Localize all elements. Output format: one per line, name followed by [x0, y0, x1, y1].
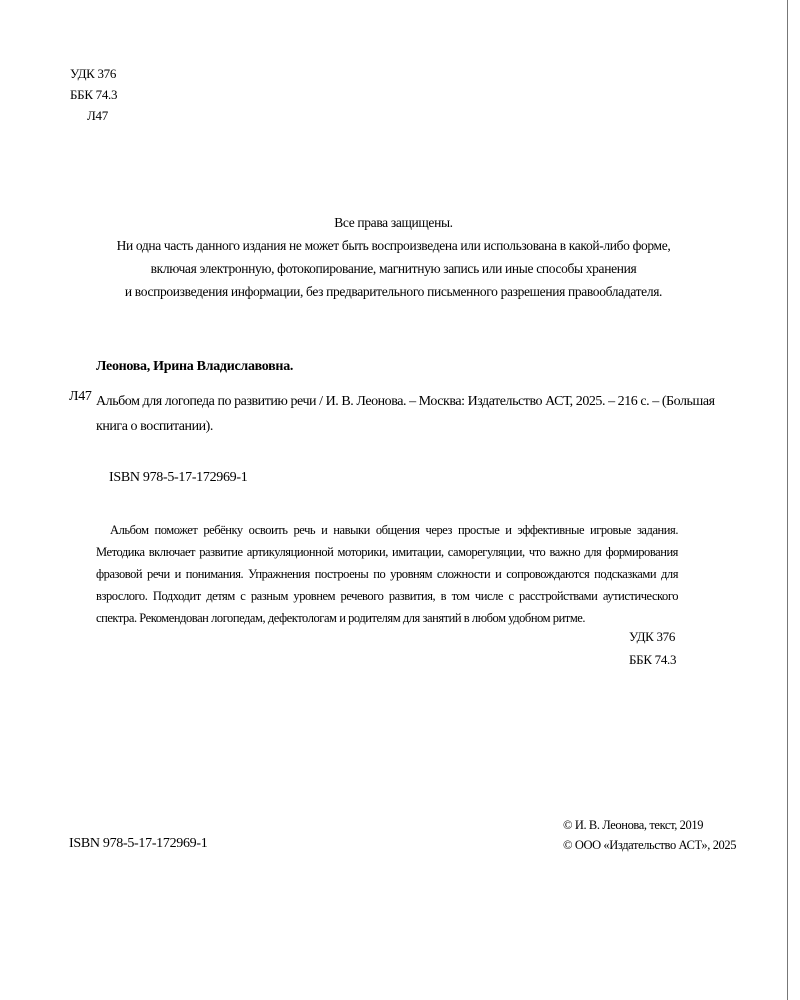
bbk-code: ББК 74.3: [629, 652, 677, 667]
copyright-author: © И. В. Леонова, текст, 2019: [563, 818, 704, 832]
footer-isbn: ISBN 978-5-17-172969-1: [69, 836, 208, 851]
copyright-block: [563, 818, 736, 858]
rights-line: включая электронную, фотокопирование, магнитную запись или иные способы хранения: [150, 261, 637, 276]
rights-line: Ни одна часть данного издания не может быть воспроизведена или использована в какой-либо форме,: [116, 238, 671, 253]
annotation-text: Альбом поможет ребёнку освоить речь и навыки общения через простые и эффективные игровые задания. Методика включает развитие артикуляционной моторики, имитации, саморегуляции, что важно для формирования фразовой речи и понимания. Упражнения построены по уровням сложности и сопровождаются подсказками для взрослого. Подходит детям с разным уровнем речевого развития, в том числе с расстройствами аутистического спектра. Рекомендован логопедам, дефектологам и родителям для занятий в любом удобном ритме.: [96, 523, 678, 625]
record-author-sign: Л47: [69, 389, 92, 404]
rights-line: и воспроизведения информации, без предварительного письменного разрешения правообладателя.: [124, 284, 663, 299]
rights-line: Все права защищены.: [334, 215, 453, 230]
rights-notice: [0, 211, 787, 303]
annotation: [96, 519, 678, 629]
author-heading: Леонова, Ирина Владиславовна.: [96, 359, 294, 374]
copyright-publisher: © ООО «Издательство АСТ», 2025: [563, 838, 737, 852]
bottom-classification-codes: [629, 629, 676, 675]
udk-code: УДК 376: [70, 66, 117, 81]
bbk-code: ББК 74.3: [70, 87, 118, 102]
author-sign-code: Л47: [87, 108, 108, 123]
udk-code: УДК 376: [629, 629, 676, 644]
top-classification-codes: [70, 66, 117, 129]
record-isbn: ISBN 978-5-17-172969-1: [109, 470, 248, 485]
bibliographic-description: Альбом для логопеда по развитию речи / И. В. Леонова. – Москва: Издательство АСТ, 2025. – 216 с. – (Большая книга о воспитании).: [96, 394, 715, 434]
page-margin: [788, 0, 800, 1000]
